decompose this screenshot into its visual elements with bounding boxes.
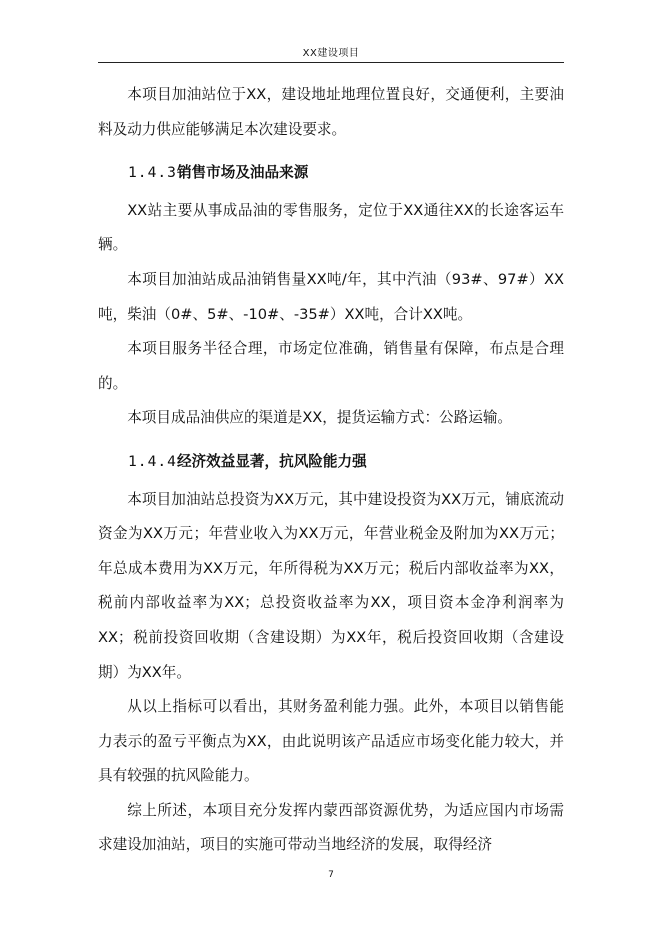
section-heading-1-4-3 bbox=[98, 147, 564, 194]
section-title: 销售市场及油品来源 bbox=[176, 164, 309, 182]
paragraph-summary: 综上所述，本项目充分发挥内蒙西部资源优势，为适应国内市场需求建设加油站，项目的实施可带动当地经济的发展，取得经济 bbox=[98, 801, 564, 854]
paragraph-sales-volume: 本项目加油站成品油销售量XX吨/年，其中汽油（93#、97#）XX吨，柴油（0#、5#、-10#、-35#）XX吨，合计XX吨。 bbox=[98, 270, 564, 323]
header-divider bbox=[98, 62, 564, 63]
section-heading-1-4-4 bbox=[98, 436, 564, 483]
paragraph-location: 本项目加油站位于XX，建设地址地理位置良好，交通便利，主要油料及动力供应能够满足本次建设要求。 bbox=[98, 86, 564, 138]
paragraph-service-radius: 本项目服务半径合理，市场定位准确，销售量有保障，布点是合理的。 bbox=[98, 340, 564, 392]
paragraph-investment: 本项目加油站总投资为XX万元，其中建设投资为XX万元，铺底流动资金为XX万元；年营业收入为XX万元，年营业税金及附加为XX万元；年总成本费用为XX万元，年所得税为XX万元；税后内部收益率为XX，税前内部收益率为XX；总投资收益率为XX，项目资本金净利润率为XX；税前投资回收期（含建设期）为XX年，税后投资回收期（含建设期）为XX年。 bbox=[98, 490, 564, 681]
section-title: 经济效益显著，抗风险能力强 bbox=[176, 452, 367, 470]
page-number: 7 bbox=[328, 870, 334, 880]
document-body bbox=[98, 78, 564, 863]
paragraph-profitability: 从以上指标可以看出，其财务盈利能力强。此外，本项目以销售能力表示的盈亏平衡点为XX，由此说明该产品适应市场变化能力较大，并具有较强的抗风险能力。 bbox=[98, 698, 564, 785]
section-number: 1.4.4 bbox=[128, 452, 177, 470]
section-number: 1.4.3 bbox=[128, 164, 177, 182]
page-header-title: XX建设项目 bbox=[302, 48, 360, 59]
paragraph-station-service: XX站主要从事成品油的零售服务，定位于XX通往XX的长途客运车辆。 bbox=[98, 201, 564, 254]
paragraph-supply-channel: 本项目成品油供应的渠道是XX，提货运输方式：公路运输。 bbox=[127, 409, 513, 427]
